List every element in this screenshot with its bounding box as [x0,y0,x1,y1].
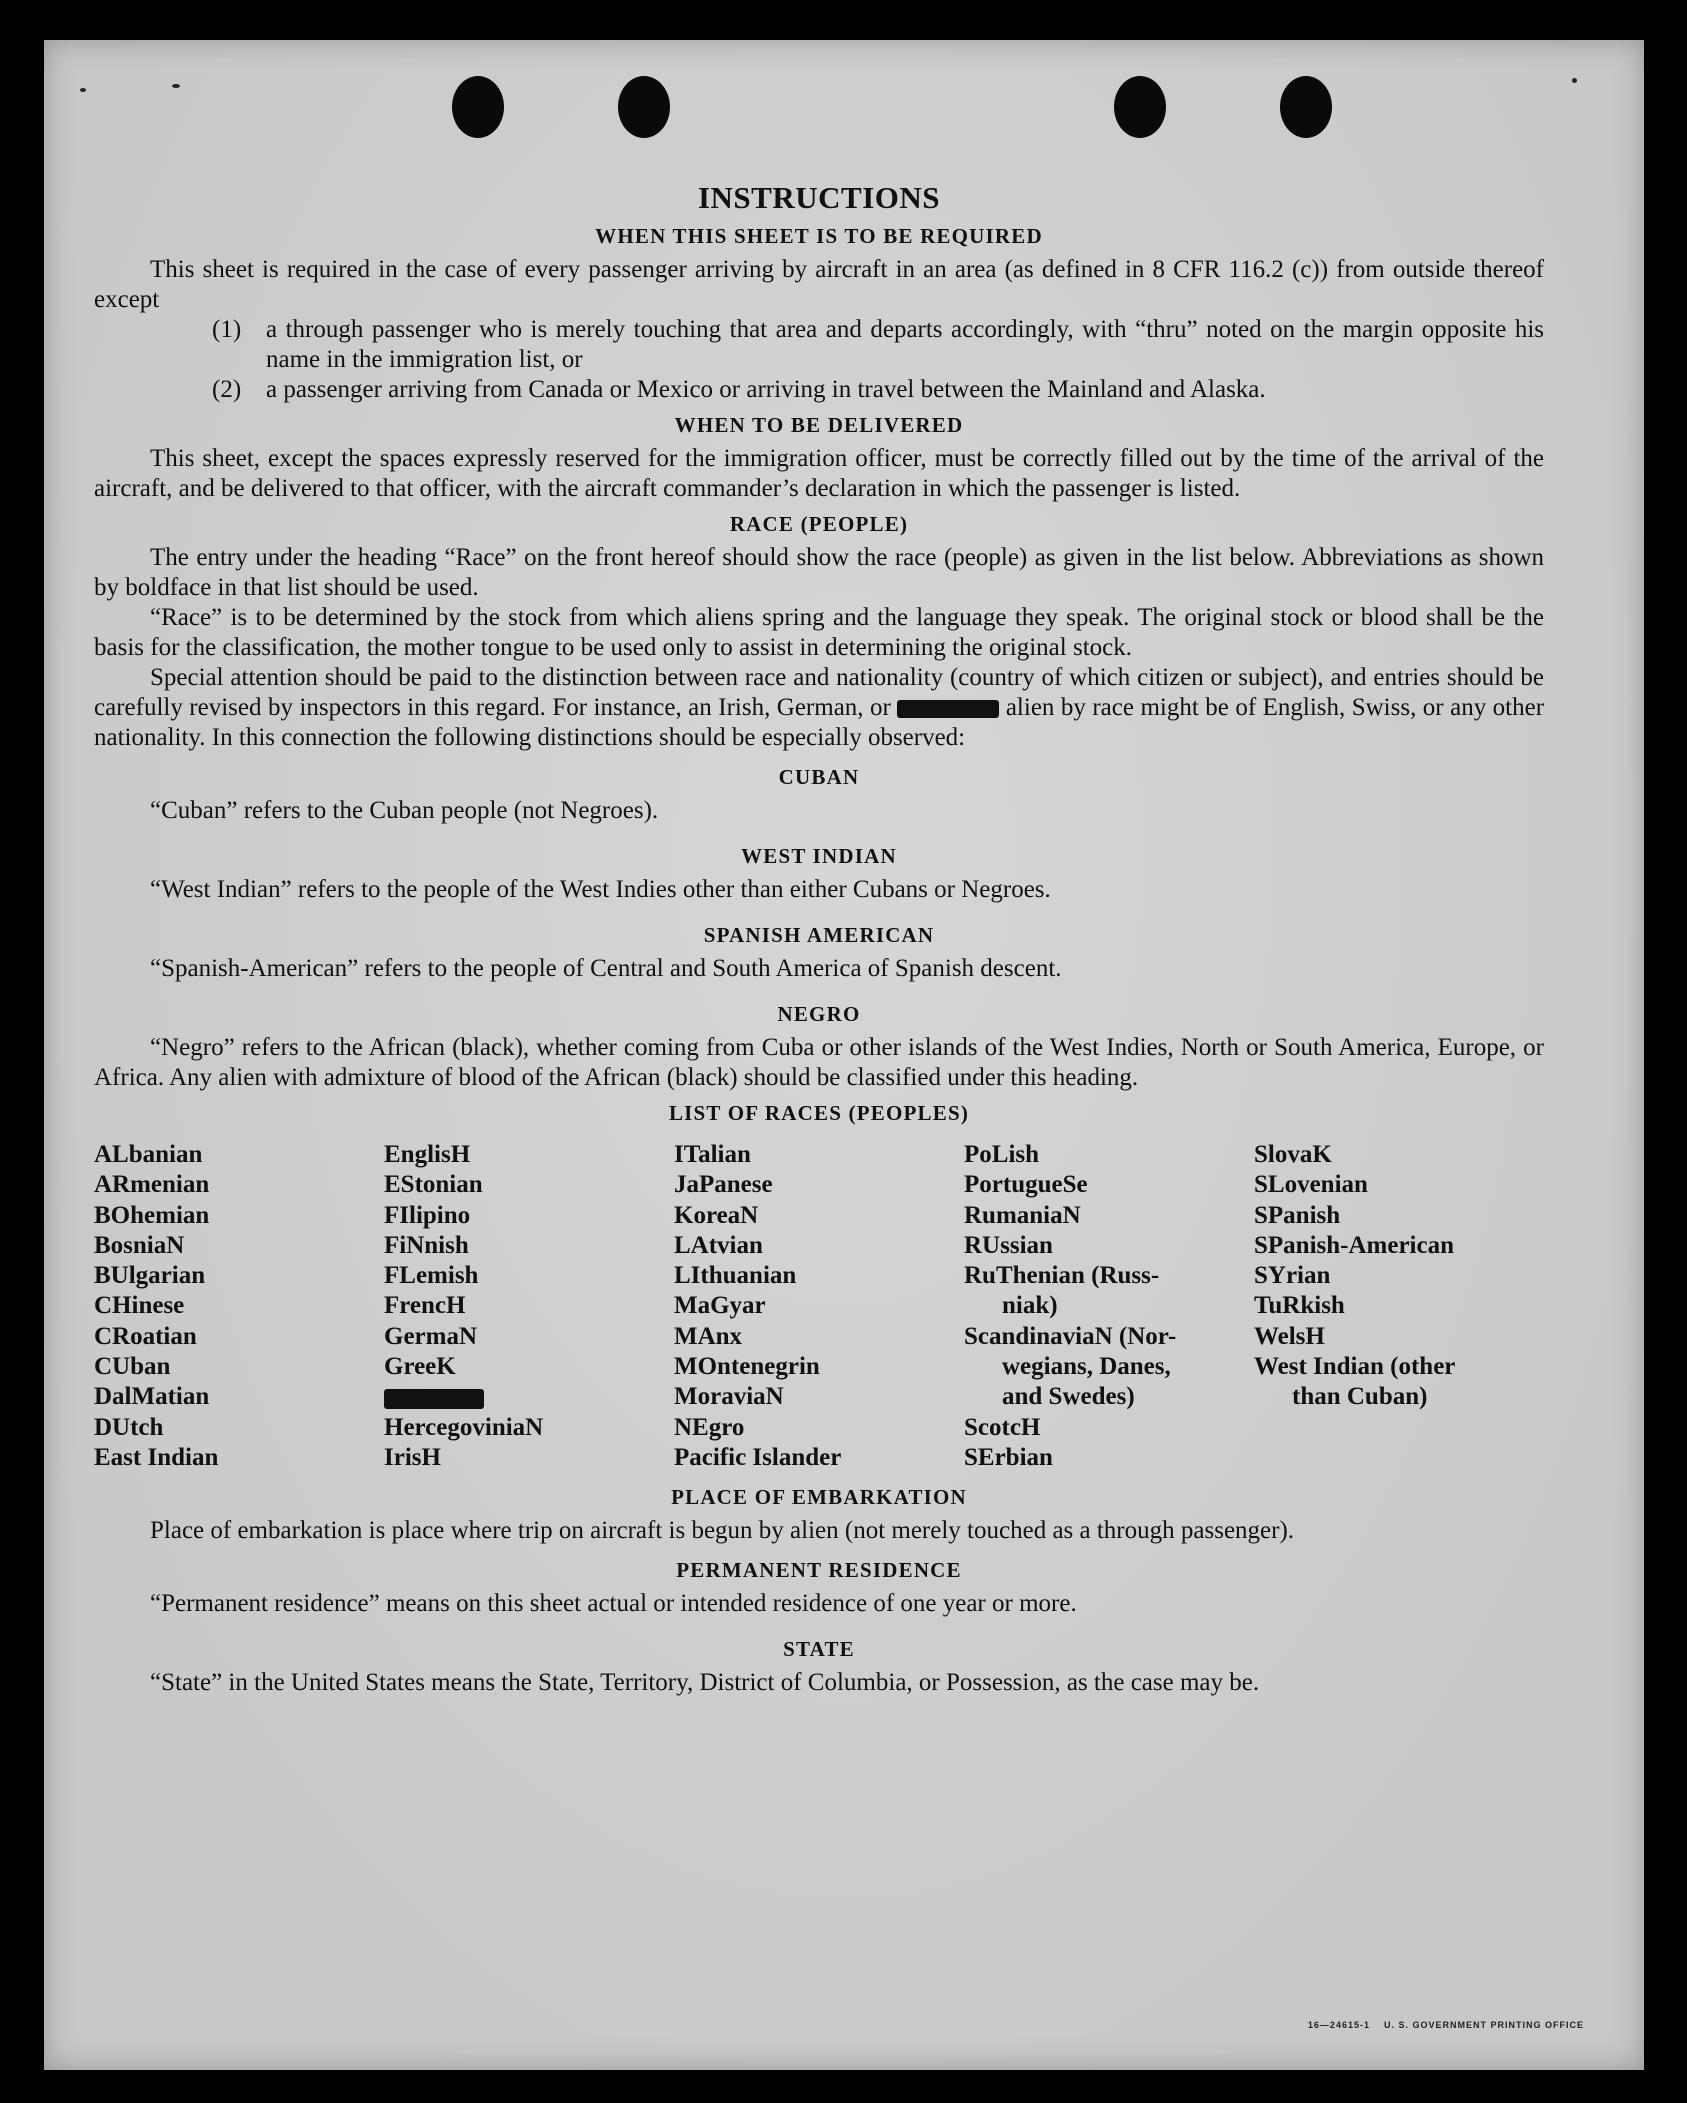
race-item: ITalian [674,1141,751,1168]
punch-hole [452,76,504,138]
punch-hole [618,76,670,138]
race-item: ALbanian [94,1141,203,1168]
race-item: MoraviaN [674,1383,784,1411]
paragraph: Place of embarkation is place where trip on aircraft is begun by alien (not merely touched as a through passenger). [150,1517,1295,1545]
race-item: FLemish [384,1262,479,1290]
paragraph: “State” in the United States means the State, Territory, District of Columbia, or Possession, as the case may be. [150,1669,1260,1697]
race-item: than Cuban) [1292,1383,1428,1411]
race-item: LIthuanian [674,1262,797,1290]
race-item: West Indian (other [1254,1353,1456,1381]
section-heading: WEST INDIAN [741,844,897,868]
paragraph: This sheet is required in the case of every passenger arriving by aircraft in an area (as defined in 8 CFR 116.2 (c)) from outside thereof except [94,256,1544,313]
race-item: CUban [94,1353,171,1381]
race-item: DalMatian [94,1383,210,1411]
paragraph: This sheet, except the spaces expressly reserved for the immigration officer, must be correctly filled out by the time of the arrival of the aircraft, and be delivered to that officer, with the aircraft commander’s declaration in which the passenger is listed. [94,445,1544,502]
section-heading: SPANISH AMERICAN [703,923,935,947]
section-heading: RACE (PEOPLE) [729,512,909,536]
race-item: ScandinaviaN (Nor- [964,1322,1177,1350]
paragraph-text: alien by race might be of English, Swiss, or any other nationality. In this connection the following distinctions should be especially observed: [94,694,1545,751]
race-item: Pacific Islander [674,1443,842,1471]
races-column [1254,1140,1544,1473]
paragraph-text: Special attention should be paid to the distinction between race and nationality (country of which citizen or subject), and entries should be carefully revised by inspectors in this regard. For instance, an Irish, German, or [94,664,1544,721]
race-item: EStonian [384,1171,483,1199]
item-number: (1) [212,316,242,343]
race-item-redacted [384,1382,674,1412]
paragraph: The entry under the heading “Race” on the front hereof should show the race (people) as given in the list below. Abbreviations as shown by boldface in that list should be used. [94,544,1544,601]
races-column [674,1140,964,1473]
races-column [94,1140,384,1473]
speck [80,88,86,92]
race-item: SPanish [1254,1201,1341,1229]
section-heading: PLACE OF EMBARKATION [671,1485,967,1510]
race-item: BUlgarian [94,1262,206,1290]
race-item: NEgro [674,1413,745,1441]
race-item: ScotcH [964,1413,1041,1441]
race-item: BosniaN [94,1231,185,1259]
race-item: RUssian [964,1231,1053,1259]
race-item: WelsH [1254,1322,1325,1350]
race-item: JaPanese [674,1171,773,1199]
race-item: MaGyar [674,1292,766,1320]
paragraph: “Negro” refers to the African (black), whether coming from Cuba or other islands of the West Indies, North or South America, Europe, or Africa. Any alien with admixture of blood of the African (black) should be classified under this heading. [94,1034,1544,1091]
paragraph: “Race” is to be determined by the stock from which aliens spring and the language they speak. The original stock or blood shall be the basis for the classification, the mother tongue to be used only to assist in determining the original stock. [94,604,1544,661]
race-item: GermaN [384,1322,478,1350]
section-heading: NEGRO [777,1002,861,1026]
race-item: MOntenegrin [674,1353,820,1381]
race-item: FrencH [384,1292,466,1320]
list-item [94,375,1544,405]
document-sheet [44,40,1644,2070]
paragraph [94,663,1544,753]
printer-imprint [1308,2020,1584,2030]
race-item: SPanish-American [1254,1231,1454,1259]
section-heading: CUBAN [778,765,860,789]
race-item: RumaniaN [964,1201,1081,1229]
list-item [94,315,1544,375]
race-item: ARmenian [94,1171,210,1199]
redaction-mark [897,700,999,718]
race-item: DUtch [94,1413,164,1441]
race-item: FiNnish [384,1231,469,1259]
race-item: TuRkish [1254,1292,1345,1320]
race-item: KoreaN [674,1201,759,1229]
race-item: RuThenian (Russ- [964,1262,1160,1290]
race-item: CRoatian [94,1322,197,1350]
form-code: 16—24615-1 [1307,2020,1370,2030]
race-item: BOhemian [94,1201,210,1229]
printer-name: U. S. GOVERNMENT PRINTING OFFICE [1383,2020,1584,2030]
races-list [94,1140,1544,1473]
punch-hole [1114,76,1166,138]
race-item: HercegoviniaN [384,1413,544,1441]
race-item: SLovenian [1254,1171,1368,1199]
item-number: (2) [212,376,242,403]
redaction-mark [384,1389,484,1409]
paragraph: “Spanish-American” refers to the people of Central and South America of Spanish descent. [150,955,1062,982]
races-column [964,1140,1254,1473]
race-item: EnglisH [384,1141,471,1168]
race-item: wegians, Danes, [1002,1353,1171,1381]
race-item: niak) [1002,1292,1058,1320]
race-item: SlovaK [1254,1141,1332,1168]
race-item: PortugueSe [964,1171,1088,1199]
section-heading: STATE [783,1637,855,1662]
instructions-body [94,180,1544,1698]
speck [172,84,180,88]
races-column [384,1140,674,1473]
item-text: a passenger arriving from Canada or Mexico or arriving in travel between the Mainland and Alaska. [266,376,1266,403]
race-item: GreeK [384,1353,456,1381]
section-heading: PERMANENT RESIDENCE [676,1558,962,1583]
section-heading: WHEN THIS SHEET IS TO BE REQUIRED [595,224,1043,248]
race-item: CHinese [94,1292,185,1320]
punch-hole [1280,76,1332,138]
paragraph: “West Indian” refers to the people of the West Indies other than either Cubans or Negroes. [150,876,1051,903]
race-item: PoLish [964,1141,1040,1168]
race-item: East Indian [94,1443,219,1471]
race-item: FIlipino [384,1201,471,1229]
section-heading: LIST OF RACES (PEOPLES) [668,1101,970,1125]
race-item: LAtvian [674,1231,763,1259]
section-heading: WHEN TO BE DELIVERED [674,413,964,437]
race-item: MAnx [674,1322,743,1350]
paragraph: “Permanent residence” means on this sheet actual or intended residence of one year or more. [150,1590,1077,1618]
race-item: SErbian [964,1443,1053,1471]
race-item: and Swedes) [1002,1383,1135,1411]
paragraph: “Cuban” refers to the Cuban people (not Negroes). [150,797,659,824]
item-text: a through passenger who is merely touching that area and departs accordingly, with “thru” noted on the margin opposite his name in the immigration list, or [266,316,1544,373]
page-title: INSTRUCTIONS [697,180,940,215]
race-item: IrisH [384,1443,441,1471]
speck [1572,78,1577,83]
race-item: SYrian [1254,1262,1331,1290]
